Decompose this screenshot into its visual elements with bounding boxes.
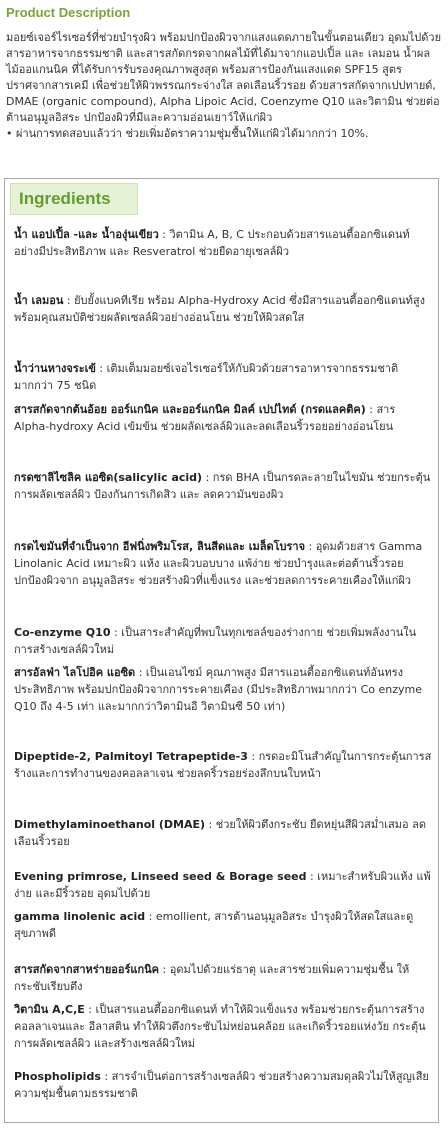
ingredient-desc: : ช่วยให้ผิวตึงกระชับ ยืดหยุ่นสีผิวสม่ำเสมอ ลดเลือนริ้วรอย <box>14 818 426 848</box>
ingredient-desc: : วิตามิน A, B, C ประกอบด้วยสารแอนตี้ออกซิแดนท์ อย่างมีประสิทธิภาพ และ Resveratrol ช่วยยืดอายุเซลล์ผิว <box>14 228 410 258</box>
ingredient-item <box>14 748 432 782</box>
ingredient-item <box>14 624 432 658</box>
ingredient-name: Phospholipids <box>14 1070 101 1083</box>
ingredient-item <box>14 664 432 715</box>
ingredient-item <box>14 538 432 589</box>
description-paragraph: มอยซ์เจอร์ไรเซอร์ที่ช่วยบำรุงผิว พร้อมปกป้องผิวจากแสงแดดภายในขั้นตอนเดียว อุดมไปด้วยสารอาหารจากธรรมชาติ และสารสกัดกรดจากผลไม้ที่ได้มาจากแอปเปิ้ล และ เลมอน น้ำผลไม้ออแกนนิค ที่ได้รับการรับรองคุณภาพสูงสุด พร้อมสารป้องกันแสงแดด SPF15 สูตรปราศจากสารเคมี เพื่อช่วยให้ผิวพรรณกระจ่างใส ลดเลือนริ้วรอย ด้วยสารสกัดจากเปปทายด์, DMAE (organic compound), Alpha Lipoic Acid, Coenzyme Q10 และวิตามิน ช่วยต่อต้านอนุมูลอิสระ ปกป้องผิวที่มีและความอ่อนเยาว์ให้แก่ผิว <box>6 31 442 124</box>
ingredient-desc: : เป็นสารแอนตี้ออกซิแดนท์ ทำให้ผิวแข็งแรง พร้อมช่วยกระตุ้นการสร้างคอลลาเจนและ อีลาสติน ทำให้ผิวตึงกระชับไม่หย่อนคล้อย และเกิดริ้วรอยแห่งวัย กระตุ้นการผลัดเซลล์ผิว และสร้างเซลล์ผิวใหม่ <box>14 1003 426 1050</box>
ingredient-desc: : อุดมไปด้วยแร่ธาตุ และสารช่วยเพิ่มความชุ่มชื้น ให้กระชับเรียบตึง <box>14 963 410 993</box>
ingredient-item <box>14 401 432 435</box>
ingredient-name: สารอัลฟ่า ไลโปอิค แอซิด <box>14 666 136 679</box>
ingredient-item <box>14 360 432 394</box>
ingredient-name: สารสกัดจากสาหร่ายออร์แกนิค <box>14 963 160 976</box>
ingredient-name: Dimethylaminoethanol (DMAE) <box>14 818 206 831</box>
ingredient-item <box>14 226 432 260</box>
ingredient-item <box>14 292 432 326</box>
description-bullet <box>6 126 442 142</box>
ingredient-name: น้ำว่านหางจระเข้ <box>14 362 96 375</box>
ingredient-desc: : อุดมด้วยสาร Gamma Linolanic Acid เหมาะผิว แห้ง และผิวบอบบาง แพ้ง่าย ช่วยบำรุงและต่อต้านริ้วรอย ปกป้องผิวจาก อนุมูลอิสระ ช่วยสร้างผิวที่แข็งแรง และช่วยลดการระคายเคืองให้แก่ผิว <box>14 540 423 587</box>
ingredient-desc: : emollient, สารต้านอนุมูลอิสระ บำรุงผิวให้สดใสและดูสุขภาพดี <box>14 910 414 940</box>
ingredient-name: น้ำ แอปเปิ้ล -และ น้ำองุ่นเขียว <box>14 228 159 241</box>
ingredient-desc: : เติมเต็มมอยซ์เจอไรเซอร์ให้กับผิวด้วยสารอาหารจากธรรมชาติมากกว่า 75 ชนิด <box>14 362 399 392</box>
ingredient-name: Dipeptide-2, Palmitoyl Tetrapeptide-3 <box>14 750 248 763</box>
ingredient-desc: : เป็นเอนไซม์ คุณภาพสูง มีสารแอนตี้ออกซิแดนท์อันทรงประสิทธิภาพ พร้อมปกป้องผิวจากการระคายเคือง (มีประสิทธิภาพมากกว่า Co enzyme Q10 ถึง 4-5 เท่า และมากกว่าวิตามินอี วิตามินซี 50 เท่า) <box>14 666 423 713</box>
ingredient-item <box>14 908 432 942</box>
ingredient-name: gamma linolenic acid <box>14 910 146 923</box>
section-title: Product Description <box>6 5 131 20</box>
ingredient-item <box>14 961 432 995</box>
bullet-text: ผ่านการทดสอบแล้วว่า ช่วยเพิ่มอัตราความชุ่มชื้นให้แก่ผิวได้มากกว่า 10%. <box>16 127 369 140</box>
ingredient-desc: : สารจำเป็นต่อการสร้างเซลล์ผิว ช่วยสร้างความสมดุลผิวไม่ให้สูญเสียความชุ่มชื้นตามธรรมชาติ <box>14 1070 429 1100</box>
ingredient-desc: : สาร Alpha-hydroxy Acid เข้มข้น ช่วยผลัดเซลล์ผิวและลดเลือนริ้วรอยอย่างอ่อนโยน <box>14 403 396 433</box>
ingredient-item <box>14 1068 432 1102</box>
ingredient-item <box>14 816 432 850</box>
ingredient-desc: : กรดอะมิโนสำคัญในการกระตุ้นการสร้างและการทำงานของคอลลาเจน ช่วยลดริ้วรอยร่องลึกบนใบหน้า <box>14 750 432 780</box>
ingredient-name: Co-enzyme Q10 <box>14 626 111 639</box>
product-description <box>6 30 442 142</box>
ingredient-desc: : ยับยั้งแบคทีเรีย พร้อม Alpha-Hydroxy Acid ซึ่งมีสารแอนตี้ออกซิแดนท์สูงพร้อมคุณสมบัติช่วยผลัดเซลล์ผิวอย่างอ่อนโยน ช่วยให้ผิวสดใส <box>14 294 425 324</box>
ingredient-name: สารสกัดจากต้นอ้อย ออร์แกนิค และออร์แกนิค มิลค์ เปปไทด์ (กรดแลคติค) <box>14 403 366 416</box>
bullet-marker: • <box>6 127 13 140</box>
ingredient-name: น้ำ เลมอน <box>14 294 64 307</box>
ingredient-name: วิตามิน A,C,E <box>14 1003 85 1016</box>
ingredient-item <box>14 469 432 503</box>
ingredient-name: กรดซาลิไซลิค แอซิด(salicylic acid) <box>14 471 203 484</box>
ingredient-desc: : กรด BHA เป็นกรดละลายในไขมัน ช่วยกระตุ้นการผลัดเซลล์ผิว ป้องกันการเกิดสิว และ ลดความันของผิว <box>14 471 431 501</box>
ingredients-tab <box>10 183 138 215</box>
ingredient-desc: : เป็นสาระสำคัญที่พบในทุกเซลล์ของร่างกาย ช่วยเพิ่มพลังงานในการสร้างเซลล์ผิวใหม่ <box>14 626 417 656</box>
ingredient-desc: : เหมาะสำหรับผิวแห้ง แพ้ง่าย และมีริ้วรอย อุดมไปด้วย <box>14 870 431 900</box>
ingredients-heading: Ingredients <box>19 189 111 208</box>
ingredient-item <box>14 1001 432 1052</box>
ingredient-item <box>14 868 432 902</box>
ingredient-name: Evening primrose, Linseed seed & Borage seed <box>14 870 307 883</box>
ingredients-panel <box>4 178 439 1123</box>
ingredient-name: กรดไขมันที่จำเป็นจาก อีฟนิ่งพริมโรส, ลินสีดและ เมล็ดโบราจ <box>14 540 306 553</box>
